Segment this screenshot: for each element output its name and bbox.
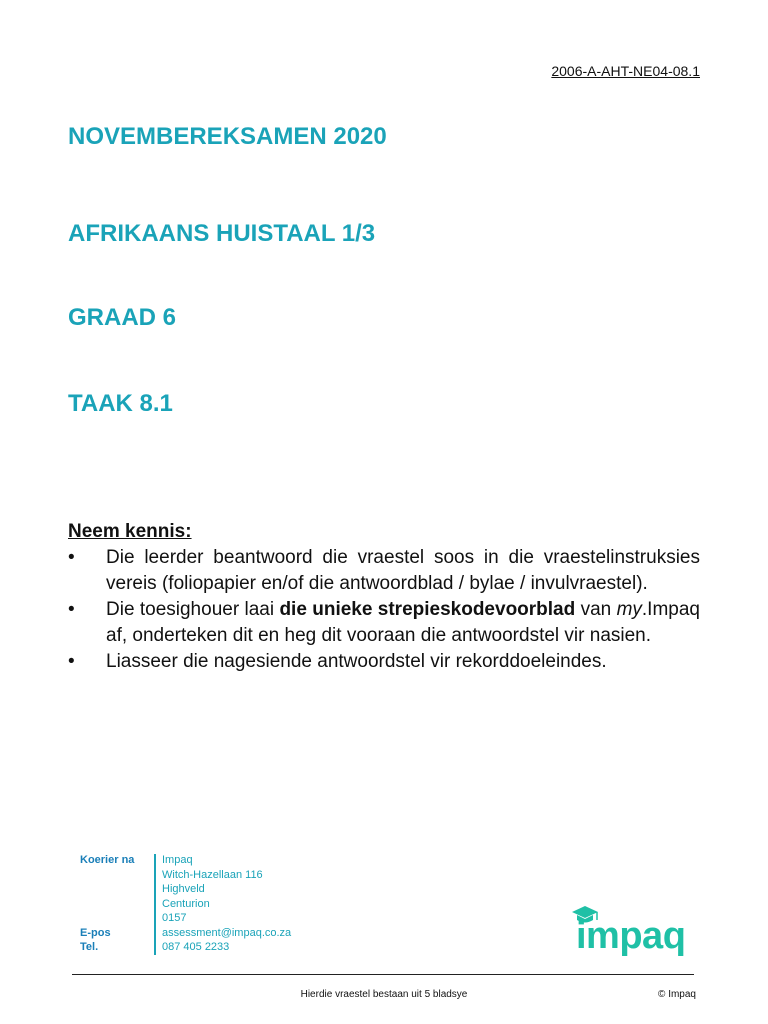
footer-copyright: © Impaq [658,989,696,1000]
contact-values [162,853,362,955]
footer-divider [72,974,694,975]
logo-wordmark: impaq [576,915,686,957]
note-bold-text: die unieke strepieskodevoorblad [279,599,576,620]
tel-label: Tel. [80,941,99,953]
footer-pages-note: Hierdie vraestel bestaan uit 5 bladsye [300,989,468,1000]
impaq-logo [570,904,700,960]
courier-label: Koerier na [80,854,135,866]
contact-labels [80,853,150,955]
address-line: Centurion [162,897,210,910]
email-label: E-pos [80,926,111,939]
note-text: Liasseer die nagesiende antwoordstel vir rekorddoeleindes. [106,651,607,672]
note-italic-text: my [616,599,642,620]
note-text-end: .Impaq af, onderteken dit en heg dit vooraan die antwoordstel vir nasien. [106,599,700,646]
exam-title: NOVEMBEREKSAMEN 2020 [68,123,387,150]
list-item [68,649,700,675]
tel-value: 087 405 2233 [162,941,230,953]
address-line: Witch-Hazellaan 116 [162,868,263,881]
list-item [68,545,700,597]
bullet-icon: • [68,651,75,672]
address-line: Highveld [162,883,205,895]
note-text: Die leerder beantwoord die vraestel soos in die vraestelinstruksies vereis (foliopapier en/of die antwoordblad / bylae / invulvraestel). [106,547,700,594]
address-line: 0157 [162,912,187,924]
notes-title: Neem kennis: [68,521,192,542]
notes-list [68,545,700,675]
note-text-mid: van [575,599,617,620]
subject-title: AFRIKAANS HUISTAAL 1/3 [68,220,376,247]
email-value: assessment@impaq.co.za [162,926,292,939]
notes-section [68,519,700,675]
note-text-start: Die toesighouer laai [106,599,280,620]
contact-divider [154,854,156,955]
address-line: Impaq [162,854,193,866]
grade-title: GRAAD 6 [68,304,177,331]
bullet-icon: • [68,599,75,620]
task-title: TAAK 8.1 [68,390,173,417]
document-code: 2006-A-AHT-NE04-08.1 [551,63,700,79]
list-item [68,597,700,649]
bullet-icon: • [68,547,75,568]
